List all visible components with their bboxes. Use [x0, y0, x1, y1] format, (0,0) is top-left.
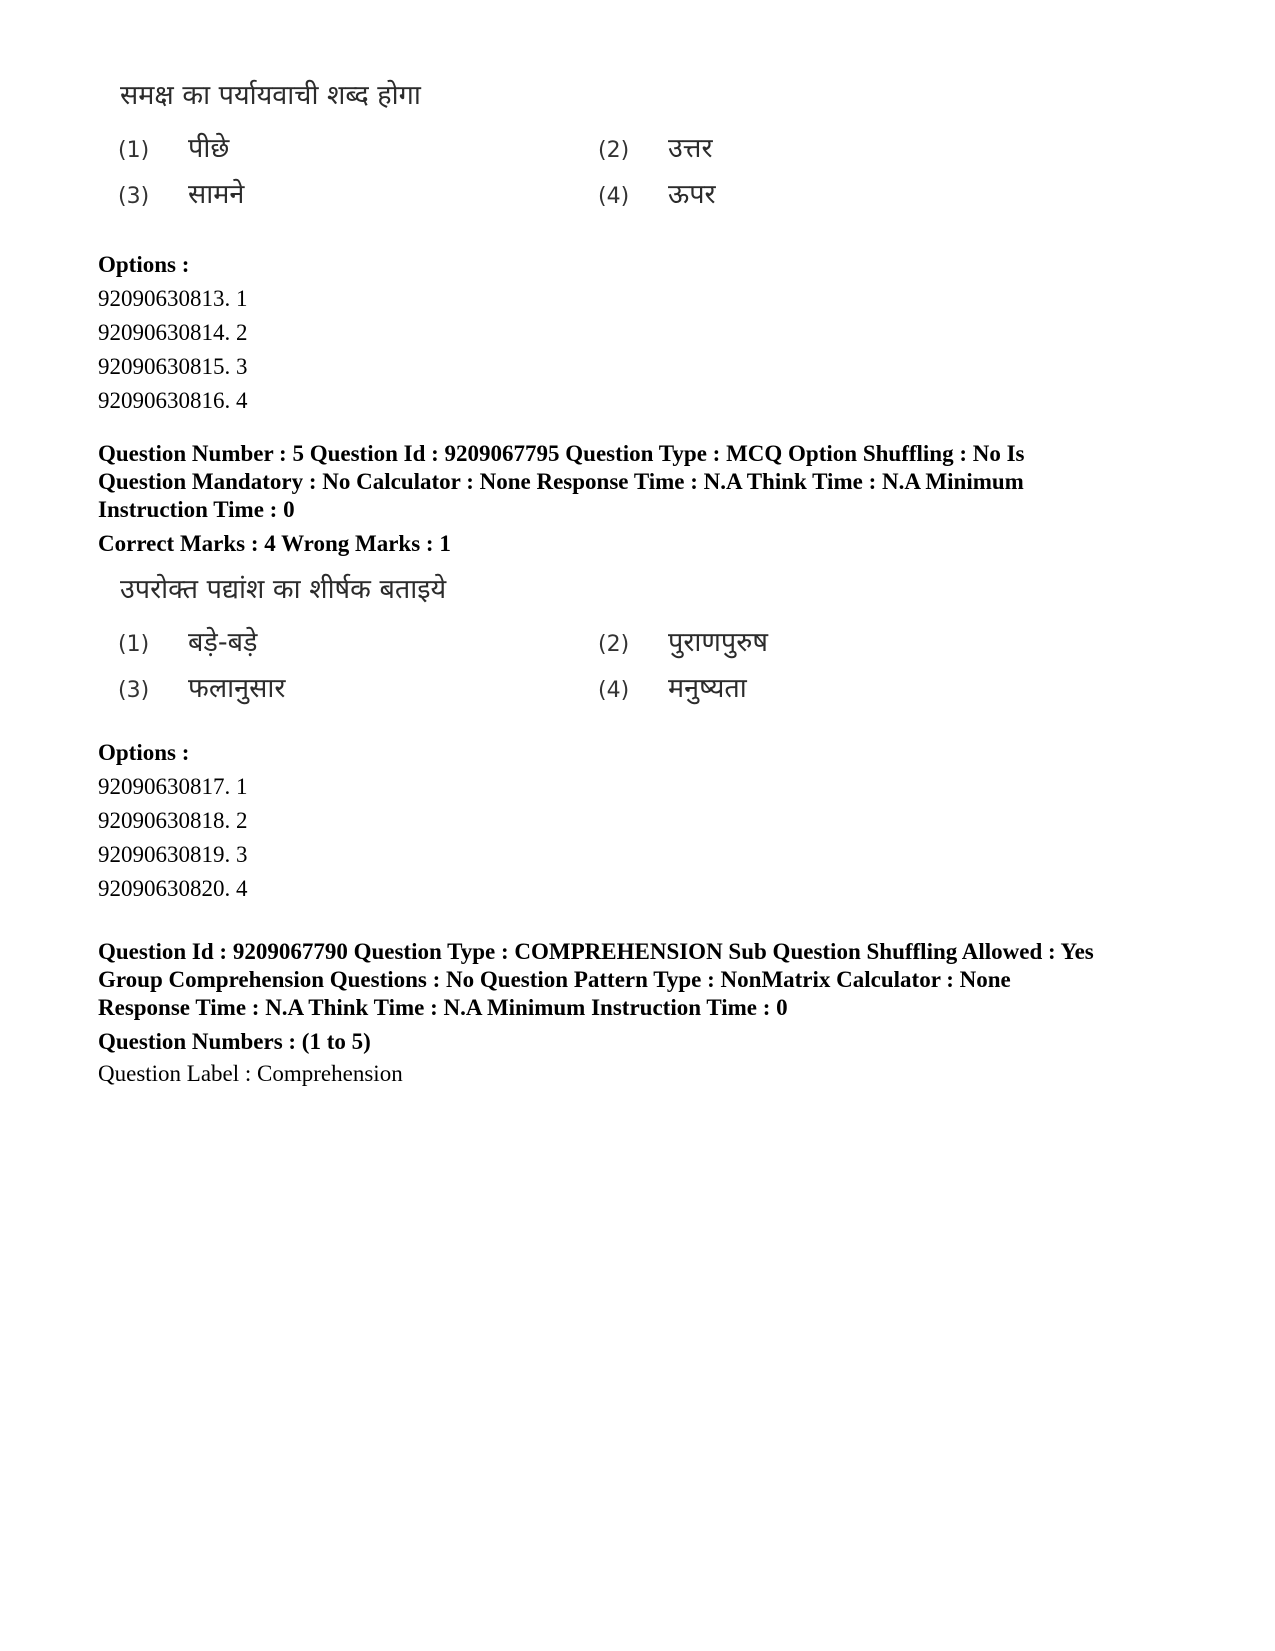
- question-4-image-options: [110, 132, 830, 214]
- question-5-options: [98, 736, 1198, 906]
- question-4-image: [110, 78, 830, 214]
- options-list: [98, 282, 1198, 418]
- option-item: 92090630816. 4: [98, 388, 248, 413]
- comprehension-meta: [98, 938, 1198, 1088]
- option-item: 92090630820. 4: [98, 876, 248, 901]
- question-meta-line: Response Time : N.A Think Time : N.A Minimum Instruction Time : 0: [98, 995, 788, 1020]
- question-5-meta: [98, 440, 1198, 558]
- options-heading: Options :: [98, 252, 190, 277]
- image-option-4: (4) मनुष्यता: [598, 673, 747, 704]
- question-meta-line: Question Mandatory : No Calculator : None Response Time : N.A Think Time : N.A Minimum: [98, 469, 1024, 494]
- image-option-4: (4) ऊपर: [598, 179, 716, 210]
- options-list: [98, 770, 1198, 906]
- option-item: 92090630813. 1: [98, 286, 248, 311]
- option-item: 92090630817. 1: [98, 774, 248, 799]
- option-item: 92090630819. 3: [98, 842, 248, 867]
- image-option-3: (3) सामने: [118, 179, 245, 210]
- question-meta-line: Question Id : 9209067790 Question Type : COMPREHENSION Sub Question Shuffling Allowed : Yes: [98, 939, 1094, 964]
- question-5-text: उपरोक्त पद्यांश का शीर्षक बताइये: [120, 574, 447, 605]
- question-label: Question Label : Comprehension: [98, 1061, 403, 1086]
- question-meta-line: Question Number : 5 Question Id : 9209067795 Question Type : MCQ Option Shuffling : No Is: [98, 441, 1025, 466]
- option-item: 92090630818. 2: [98, 808, 248, 833]
- question-marks: Correct Marks : 4 Wrong Marks : 1: [98, 531, 451, 556]
- image-option-3: (3) फलानुसार: [118, 673, 286, 704]
- question-meta-line: Instruction Time : 0: [98, 497, 295, 522]
- image-option-2: (2) उत्तर: [598, 133, 713, 164]
- question-numbers: Question Numbers : (1 to 5): [98, 1029, 371, 1054]
- options-heading: Options :: [98, 740, 190, 765]
- option-item: 92090630814. 2: [98, 320, 248, 345]
- option-item: 92090630815. 3: [98, 354, 248, 379]
- question-meta-line: Group Comprehension Questions : No Question Pattern Type : NonMatrix Calculator : None: [98, 967, 1011, 992]
- image-option-1: (1) पीछे: [118, 133, 230, 164]
- question-4-text: समक्ष का पर्यायवाची शब्द होगा: [120, 80, 421, 111]
- question-5-image: [110, 572, 830, 708]
- image-option-2: (2) पुराणपुरुष: [598, 627, 768, 658]
- question-5-image-options: [110, 626, 830, 708]
- image-option-1: (1) बड़े-बड़े: [118, 627, 258, 658]
- question-4-options: [98, 248, 1198, 418]
